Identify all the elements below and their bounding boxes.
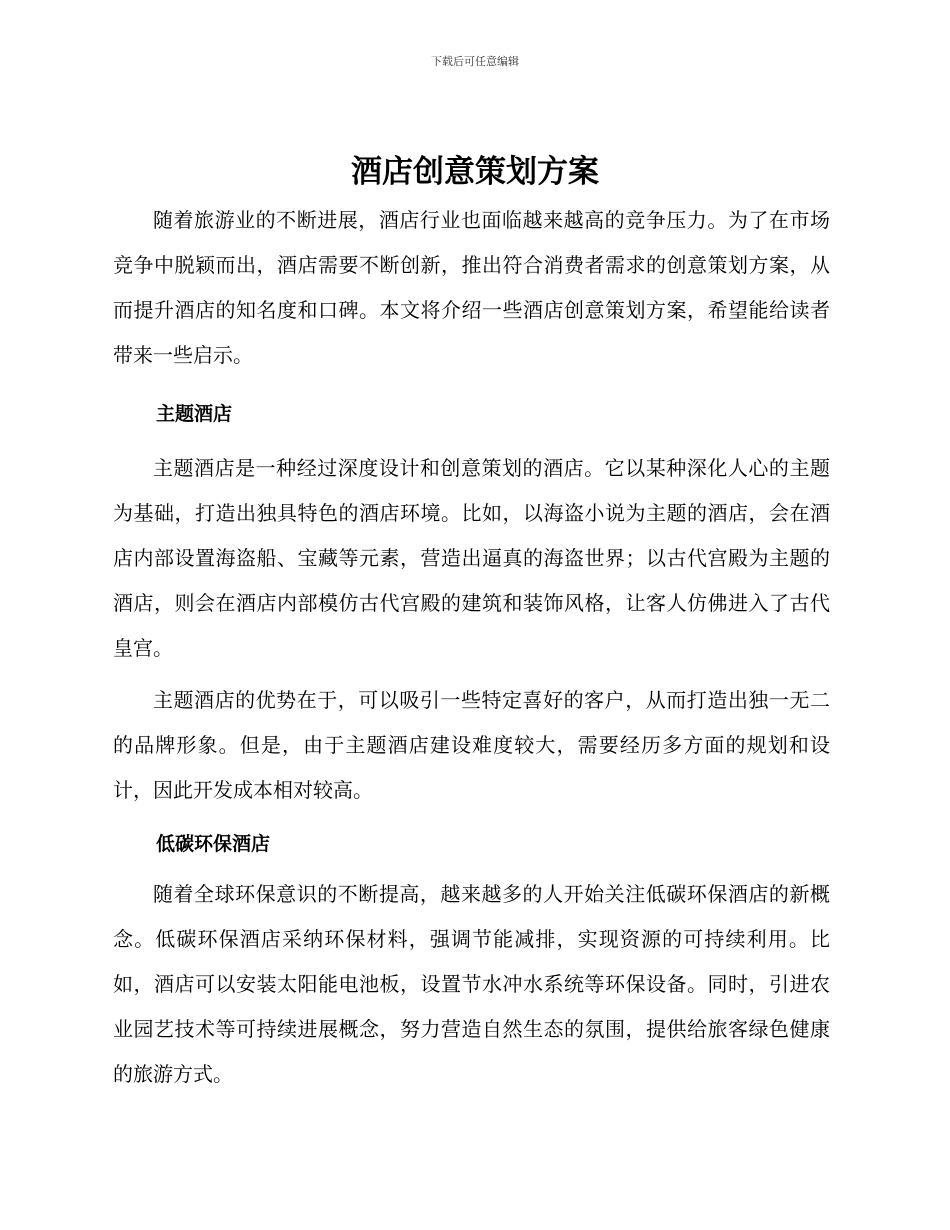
eco-hotel-paragraph-1: 随着全球环保意识的不断提高，越来越多的人开始关注低碳环保酒店的新概念。低碳环保酒店采纳环保材料，强调节能减排，实现资源的可持续利用。比如，酒店可以安装太阳能电池板，设置节水冲水系统等环保设备。同时，引进农业园艺技术等可持续进展概念，努力营造自然生态的氛围，提供给旅客绿色健康的旅游方式。 [113, 882, 830, 1086]
theme-hotel-paragraph-1: 主题酒店是一种经过深度设计和创意策划的酒店。它以某种深化人心的主题为基础，打造出独具特色的酒店环境。比如，以海盗小说为主题的酒店，会在酒店内部设置海盗船、宝藏等元素，营造出逼真的海盗世界；以古代宫殿为主题的酒店，则会在酒店内部模仿古代宫殿的建筑和装饰风格，让客人仿佛进入了古代皇宫。 [113, 456, 830, 660]
section-heading-theme-hotel: 主题酒店 [156, 403, 233, 425]
section-heading-eco-hotel: 低碳环保酒店 [156, 833, 271, 855]
theme-hotel-paragraph-2: 主题酒店的优势在于，可以吸引一些特定喜好的客户，从而打造出独一无二的品牌形象。但是，由于主题酒店建设难度较大，需要经历多方面的规划和设计，因此开发成本相对较高。 [113, 688, 830, 802]
page-header-note: 下载后可任意编辑 [431, 55, 519, 68]
document-title: 酒店创意策划方案 [351, 154, 599, 190]
document-body [113, 198, 830, 1097]
intro-paragraph: 随着旅游业的不断进展，酒店行业也面临越来越高的竞争压力。为了在市场竞争中脱颖而出，酒店需要不断创新，推出符合消费者需求的创意策划方案，从而提升酒店的知名度和口碑。本文将介绍一些酒店创意策划方案，希望能给读者带来一些启示。 [113, 208, 830, 367]
